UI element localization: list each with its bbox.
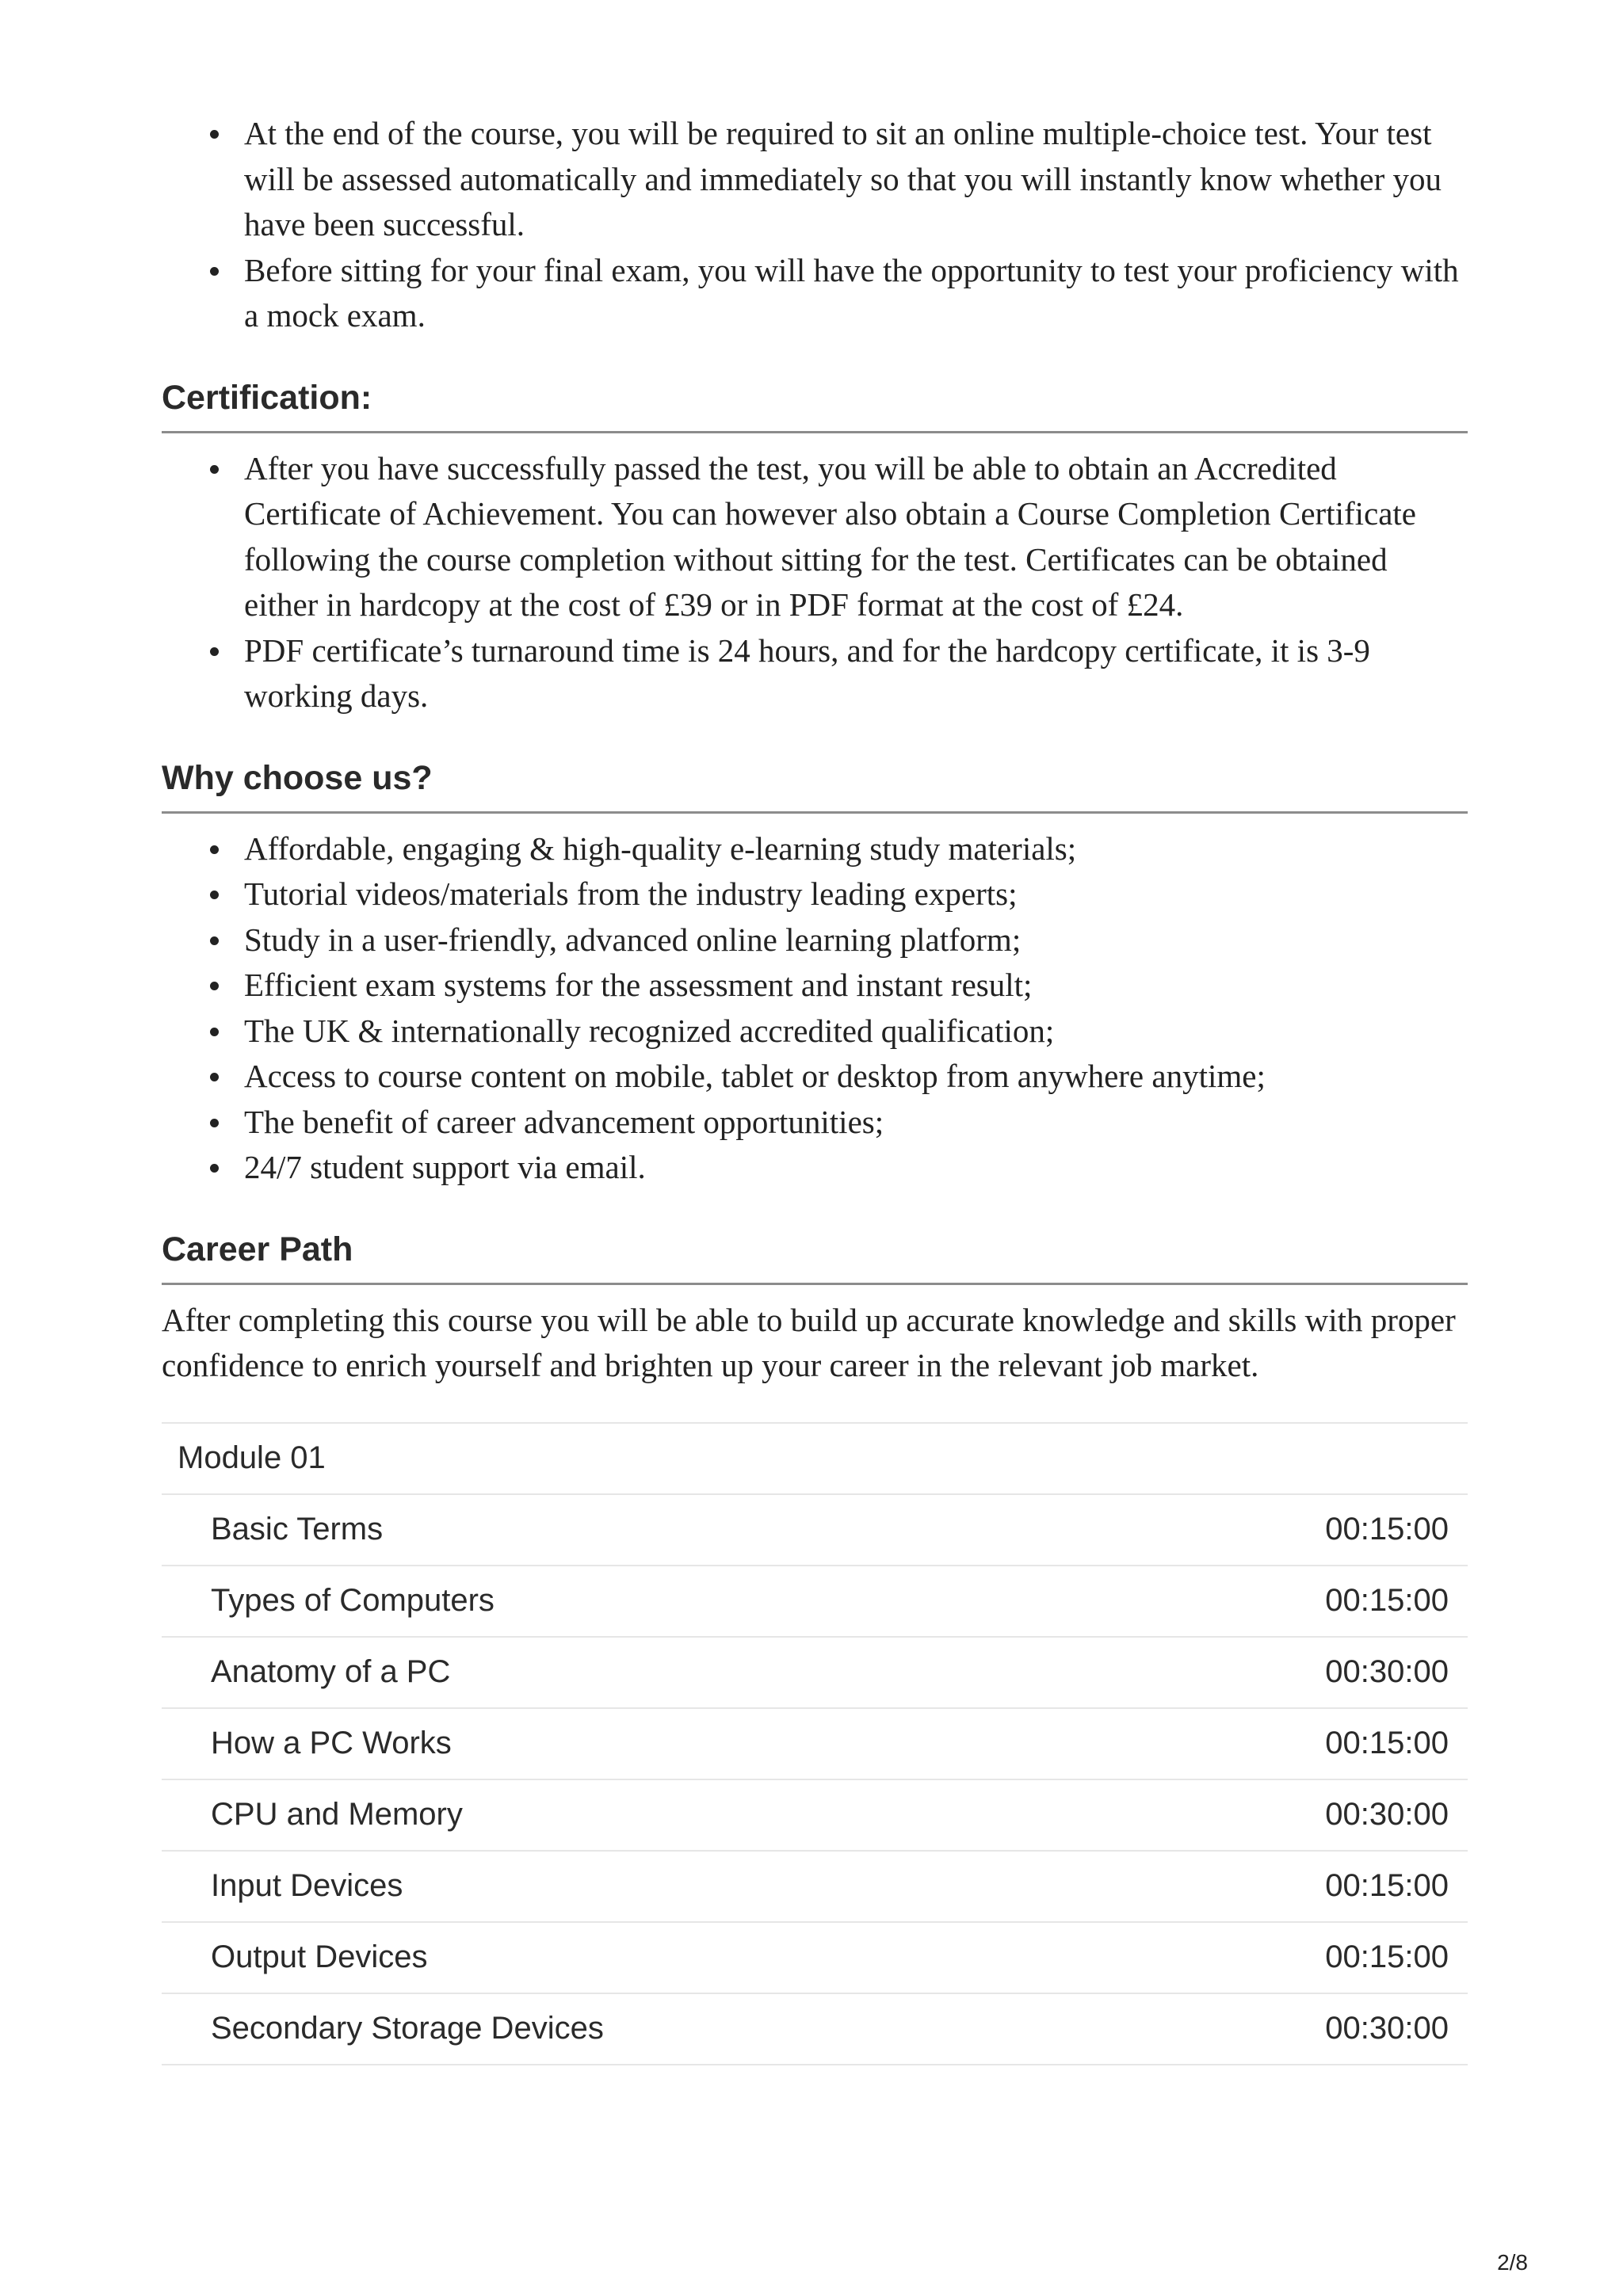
list-item: At the end of the course, you will be required to sit an online multiple-choice test. Your test will be assessed automatically and immediately so that you will instantly know whether you have been successful. — [244, 111, 1468, 248]
lesson-duration: 00:30:00 — [1149, 1637, 1468, 1708]
module-row — [162, 1423, 1468, 1494]
lesson-title: How a PC Works — [162, 1708, 1149, 1779]
lesson-duration: 00:15:00 — [1149, 1922, 1468, 1993]
why-choose-us-list — [162, 826, 1468, 1191]
lesson-title: CPU and Memory — [162, 1779, 1149, 1851]
lesson-title: Anatomy of a PC — [162, 1637, 1149, 1708]
list-item: After you have successfully passed the test, you will be able to obtain an Accredited Certificate of Achievement. You can however also obtain a Course Completion Certificate following the course completion without sitting for the test. Certificates can be obtained either in hardcopy at the cost of £39 or in PDF format at the cost of £24. — [244, 446, 1468, 628]
module-title: Module 01 — [162, 1423, 1468, 1494]
lesson-duration: 00:30:00 — [1149, 1993, 1468, 2065]
certification-heading: Certification: — [162, 374, 1468, 433]
table-row — [162, 1779, 1468, 1851]
lesson-title: Secondary Storage Devices — [162, 1993, 1149, 2065]
lesson-duration: 00:15:00 — [1149, 1566, 1468, 1637]
list-item: Tutorial videos/materials from the industry leading experts; — [244, 871, 1468, 917]
table-row — [162, 1708, 1468, 1779]
lesson-duration: 00:15:00 — [1149, 1708, 1468, 1779]
lesson-title: Input Devices — [162, 1851, 1149, 1922]
list-item: The UK & internationally recognized accredited qualification; — [244, 1009, 1468, 1055]
list-item: Efficient exam systems for the assessment and instant result; — [244, 963, 1468, 1009]
lesson-duration: 00:15:00 — [1149, 1494, 1468, 1566]
why-choose-us-heading: Why choose us? — [162, 754, 1468, 814]
lesson-title: Output Devices — [162, 1922, 1149, 1993]
career-path-text: After completing this course you will be able to build up accurate knowledge and skills with proper confidence to enrich yourself and brighten up your career in the relevant job market. — [162, 1301, 1456, 1383]
list-item: 24/7 student support via email. — [244, 1145, 1468, 1191]
assessment-list — [162, 111, 1468, 339]
lesson-duration: 00:30:00 — [1149, 1779, 1468, 1851]
table-row — [162, 1851, 1468, 1922]
table-row — [162, 1637, 1468, 1708]
list-item: Access to course content on mobile, tablet or desktop from anywhere anytime; — [244, 1054, 1468, 1100]
lesson-title: Basic Terms — [162, 1494, 1149, 1566]
career-path-heading: Career Path — [162, 1226, 1468, 1285]
list-item: Study in a user-friendly, advanced online learning platform; — [244, 917, 1468, 963]
lesson-title: Types of Computers — [162, 1566, 1149, 1637]
page-content — [162, 111, 1468, 2065]
table-row — [162, 1922, 1468, 1993]
curriculum-table — [162, 1422, 1468, 2065]
list-item: Affordable, engaging & high-quality e-learning study materials; — [244, 826, 1468, 872]
table-row — [162, 1993, 1468, 2065]
page-number: 2/8 — [1497, 2250, 1528, 2275]
table-row — [162, 1566, 1468, 1637]
table-row — [162, 1494, 1468, 1566]
certification-list — [162, 446, 1468, 719]
list-item: PDF certificate’s turnaround time is 24 hours, and for the hardcopy certificate, it is 3-9 working days. — [244, 628, 1468, 719]
lesson-duration: 00:15:00 — [1149, 1851, 1468, 1922]
list-item: Before sitting for your final exam, you will have the opportunity to test your proficiency with a mock exam. — [244, 248, 1468, 339]
list-item: The benefit of career advancement opportunities; — [244, 1100, 1468, 1146]
